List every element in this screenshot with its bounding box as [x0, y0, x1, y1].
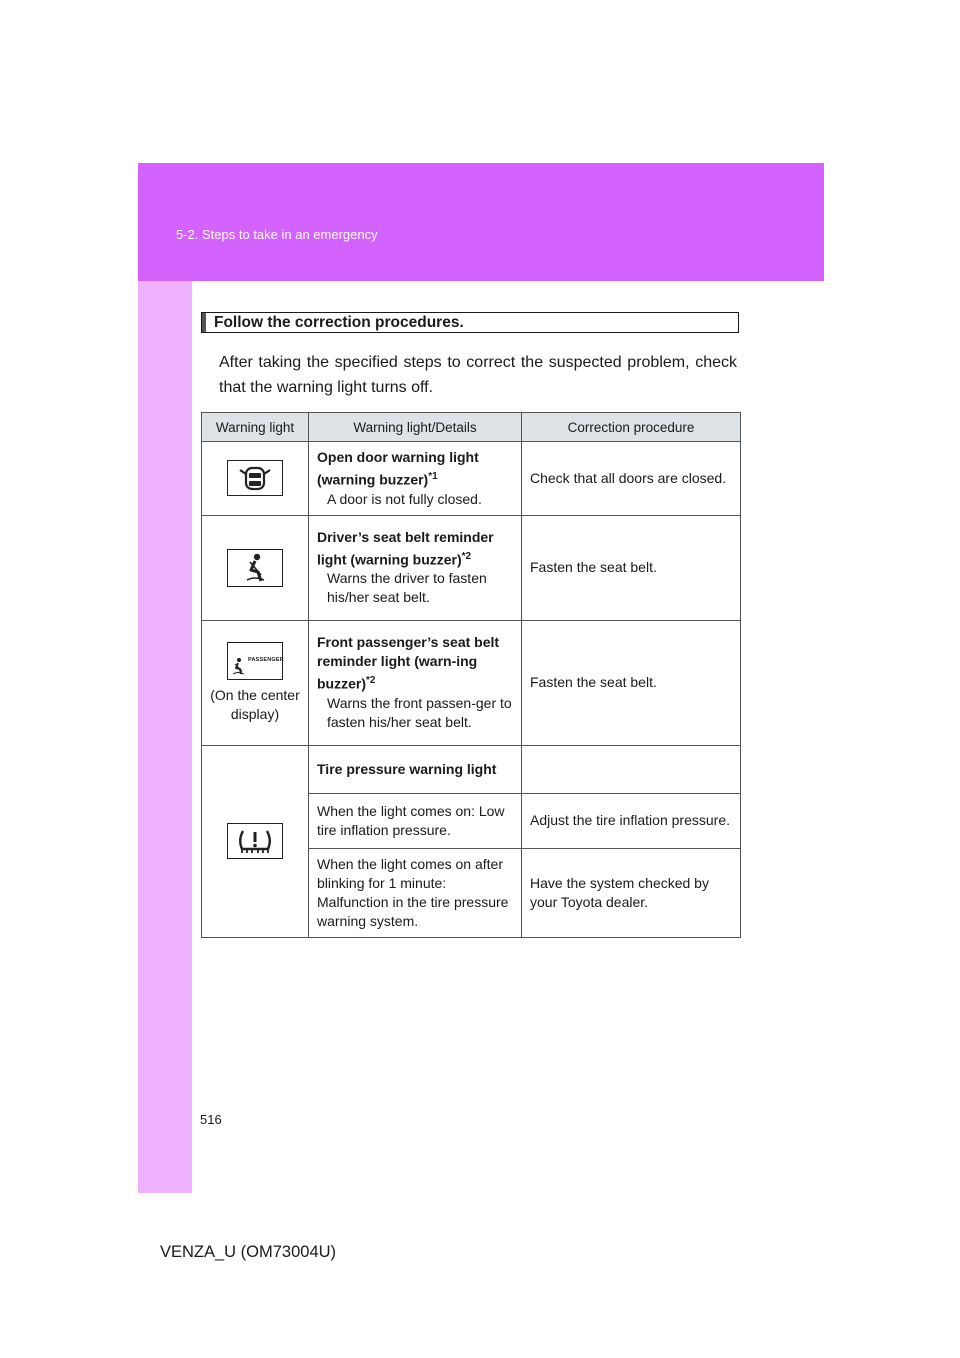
- warning-light-table: [201, 412, 741, 938]
- icon-cell: [202, 745, 309, 937]
- passenger-label: PASSENGER: [248, 656, 284, 663]
- intro-paragraph: After taking the specified steps to correct the suspected problem, check that the warning light turns off.: [219, 354, 737, 396]
- correction-cell-empty: [522, 745, 741, 793]
- side-strip: [138, 281, 192, 1193]
- footnote-mark: *1: [428, 471, 438, 482]
- icon-cell: [202, 442, 309, 516]
- details-cell: [309, 515, 522, 620]
- header-warning-light: Warning light: [202, 413, 309, 442]
- footnote-mark: *2: [461, 550, 472, 562]
- heading-bar: [202, 313, 206, 332]
- correction-cell: Adjust the tire inflation pressure.: [522, 793, 741, 848]
- warning-detail: Warns the driver to fasten his/her seat belt.: [327, 570, 487, 606]
- warning-title: Driver’s seat belt reminder light (warning buzzer): [317, 528, 494, 568]
- table-row: [202, 620, 741, 745]
- icon-cell: [202, 620, 309, 745]
- table-row: [202, 745, 741, 793]
- details-cell: [309, 745, 522, 793]
- footnote-mark: *2: [366, 675, 376, 687]
- warning-title: Open door warning light (warning buzzer): [317, 449, 479, 488]
- condition-cell: When the light comes on after blinking for 1 minute: Malfunction in the tire pressure warning system.: [309, 848, 522, 937]
- document-code: VENZA_U (OM73004U): [160, 1243, 337, 1261]
- details-cell: [309, 442, 522, 516]
- correction-cell: Check that all doors are closed.: [522, 442, 741, 516]
- icon-note: (On the center display): [210, 686, 300, 722]
- correction-cell: Have the system checked by your Toyota dealer.: [522, 848, 741, 937]
- passenger-seat-belt-icon: [227, 642, 283, 680]
- page-number: 516: [200, 1112, 222, 1127]
- table-row: [202, 515, 741, 620]
- correction-cell: Fasten the seat belt.: [522, 620, 741, 745]
- table-row: [202, 442, 741, 516]
- seat-belt-icon: [227, 549, 283, 587]
- condition-cell: When the light comes on: Low tire inflation pressure.: [309, 793, 522, 848]
- warning-detail: A door is not fully closed.: [327, 490, 482, 507]
- warning-title: Tire pressure warning light: [317, 760, 497, 777]
- section-title: 5-2. Steps to take in an emergency: [176, 227, 378, 242]
- header-details: Warning light/Details: [309, 413, 522, 442]
- step-heading: [201, 312, 739, 333]
- header-band: [138, 163, 824, 281]
- details-cell: [309, 620, 522, 745]
- step-heading-text: Follow the correction procedures.: [214, 313, 464, 331]
- table-header-row: [202, 413, 741, 442]
- warning-detail: Warns the front passen-ger to fasten his/her seat belt.: [327, 694, 512, 730]
- header-correction: Correction procedure: [522, 413, 741, 442]
- tire-pressure-icon: [227, 823, 283, 859]
- open-door-icon: [227, 460, 283, 496]
- correction-cell: Fasten the seat belt.: [522, 515, 741, 620]
- warning-title: Front passenger’s seat belt reminder light (warn-ing buzzer): [317, 634, 500, 692]
- icon-cell: [202, 515, 309, 620]
